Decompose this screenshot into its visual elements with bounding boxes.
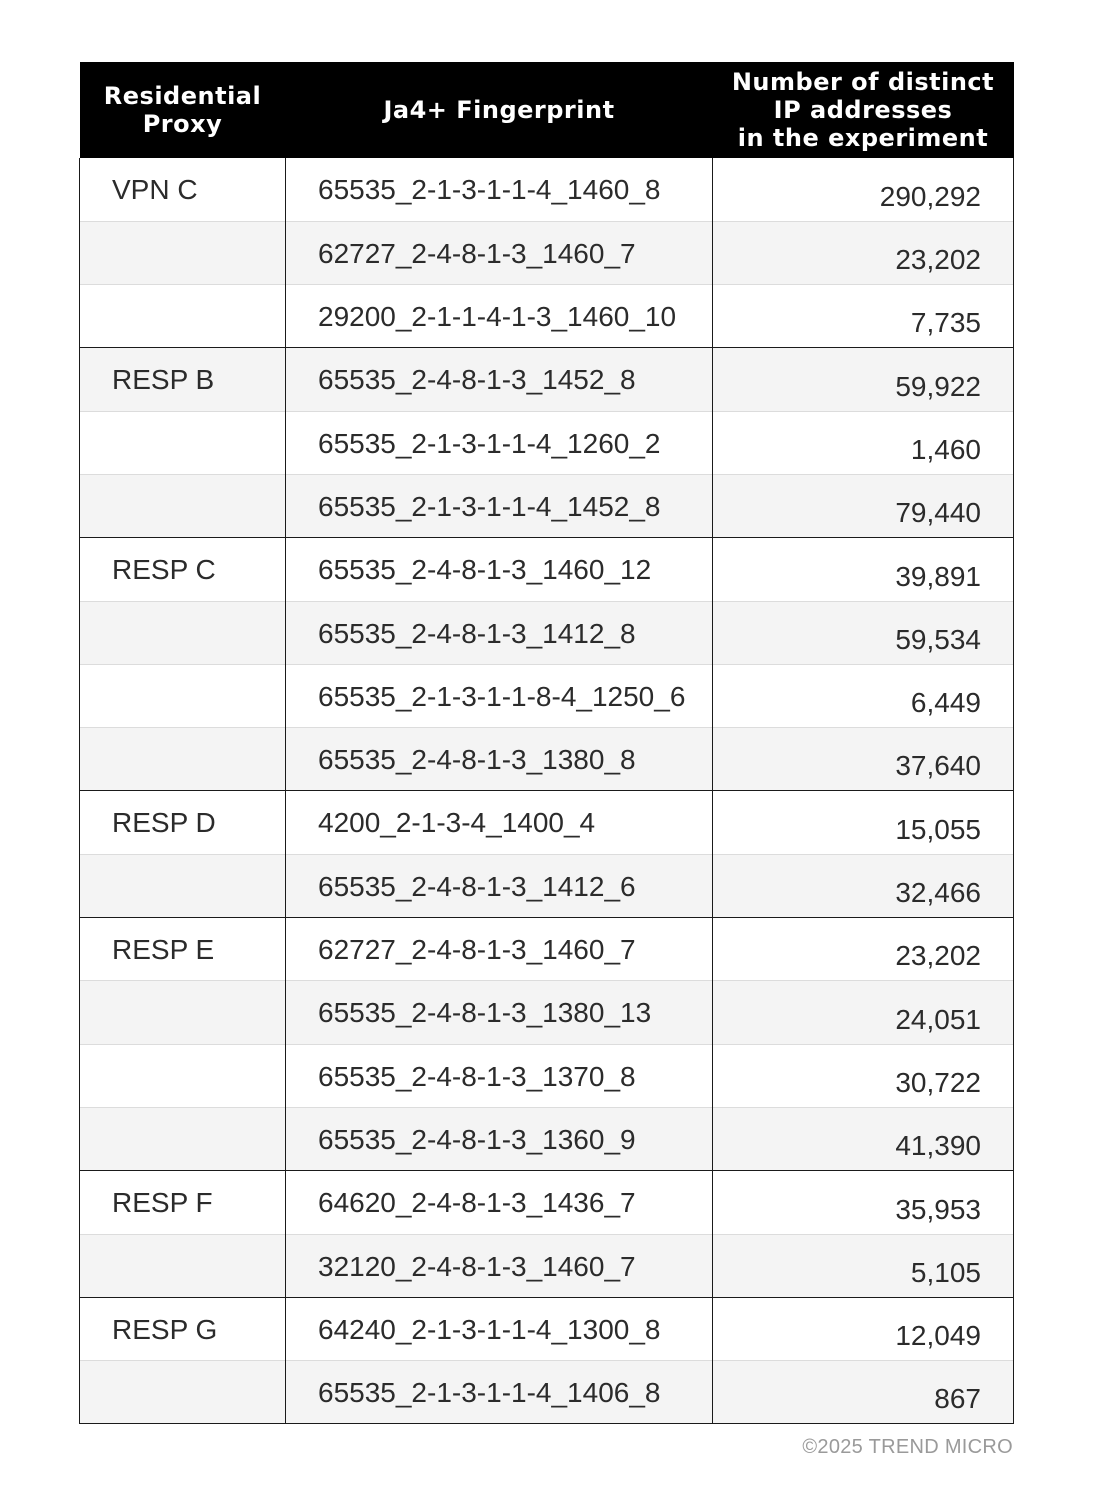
fingerprint-cell: 65535_2-4-8-1-3_1460_12 [286,538,713,601]
proxy-cell: RESP E [80,918,286,981]
proxy-cell [80,664,286,727]
fingerprint-cell: 29200_2-1-1-4-1-3_1460_10 [286,285,713,348]
table-row [80,664,1014,727]
fingerprint-cell: 65535_2-4-8-1-3_1412_6 [286,854,713,917]
fingerprint-cell: 62727_2-4-8-1-3_1460_7 [286,918,713,981]
proxy-cell [80,411,286,474]
fingerprint-cell: 65535_2-1-3-1-1-4_1460_8 [286,158,713,221]
fingerprint-cell: 65535_2-4-8-1-3_1360_9 [286,1107,713,1170]
ip-count-cell: 7,735 [713,285,1014,348]
table-row [80,285,1014,348]
table-row [80,1044,1014,1107]
proxy-cell [80,1234,286,1297]
table-row [80,728,1014,791]
copyright-notice: ©2025 TREND MICRO [802,1436,1013,1458]
fingerprint-cell: 32120_2-4-8-1-3_1460_7 [286,1234,713,1297]
fingerprint-cell: 65535_2-1-3-1-1-4_1260_2 [286,411,713,474]
ip-count-cell: 1,460 [713,411,1014,474]
ip-count-cell: 37,640 [713,728,1014,791]
proxy-cell [80,474,286,537]
proxy-cell: RESP C [80,538,286,601]
ip-count-cell: 35,953 [713,1171,1014,1234]
table-row [80,1297,1014,1360]
ip-count-cell: 59,534 [713,601,1014,664]
fingerprint-cell: 65535_2-4-8-1-3_1370_8 [286,1044,713,1107]
table-row [80,1234,1014,1297]
fingerprint-cell: 64620_2-4-8-1-3_1436_7 [286,1171,713,1234]
fingerprint-cell: 4200_2-1-3-4_1400_4 [286,791,713,854]
proxy-cell [80,601,286,664]
proxy-cell [80,981,286,1044]
table-row [80,1361,1014,1424]
ip-count-cell: 867 [713,1361,1014,1424]
ip-count-cell: 23,202 [713,221,1014,284]
header-distinct-ip-count: Number of distinct IP addresses in the experiment [713,62,1014,158]
ip-count-cell: 59,922 [713,348,1014,411]
table-row [80,791,1014,854]
table-row [80,981,1014,1044]
fingerprint-cell: 65535_2-4-8-1-3_1412_8 [286,601,713,664]
fingerprint-cell: 62727_2-4-8-1-3_1460_7 [286,221,713,284]
table-row [80,221,1014,284]
header-ja4-fingerprint: Ja4+ Fingerprint [286,62,713,158]
fingerprint-cell: 65535_2-1-3-1-1-4_1406_8 [286,1361,713,1424]
ip-count-cell: 6,449 [713,664,1014,727]
proxy-cell: RESP G [80,1297,286,1360]
ip-count-cell: 41,390 [713,1107,1014,1170]
proxy-cell [80,1044,286,1107]
table-row [80,1107,1014,1170]
table-row [80,1171,1014,1234]
fingerprint-cell: 65535_2-4-8-1-3_1380_8 [286,728,713,791]
fingerprint-table [79,62,1014,1424]
header-row [80,62,1014,158]
ip-count-cell: 23,202 [713,918,1014,981]
ip-count-cell: 290,292 [713,158,1014,221]
proxy-cell: RESP B [80,348,286,411]
table-header [80,62,1014,158]
table-row [80,158,1014,221]
table-body [80,158,1014,1424]
proxy-cell [80,221,286,284]
table-row [80,854,1014,917]
ip-count-cell: 5,105 [713,1234,1014,1297]
ip-count-cell: 12,049 [713,1297,1014,1360]
table-row [80,918,1014,981]
proxy-cell [80,1107,286,1170]
ip-count-cell: 15,055 [713,791,1014,854]
proxy-cell [80,285,286,348]
proxy-cell: RESP D [80,791,286,854]
proxy-cell: RESP F [80,1171,286,1234]
table-row [80,538,1014,601]
proxy-cell [80,1361,286,1424]
ip-count-cell: 39,891 [713,538,1014,601]
table-row [80,474,1014,537]
table-row [80,348,1014,411]
fingerprint-cell: 65535_2-4-8-1-3_1452_8 [286,348,713,411]
ip-count-cell: 32,466 [713,854,1014,917]
header-residential-proxy: Residential Proxy [80,62,286,158]
fingerprint-cell: 64240_2-1-3-1-1-4_1300_8 [286,1297,713,1360]
fingerprint-cell: 65535_2-4-8-1-3_1380_13 [286,981,713,1044]
ip-count-cell: 30,722 [713,1044,1014,1107]
fingerprint-cell: 65535_2-1-3-1-1-4_1452_8 [286,474,713,537]
ip-count-cell: 79,440 [713,474,1014,537]
fingerprint-table-container [79,62,1013,1424]
proxy-cell: VPN C [80,158,286,221]
ip-count-cell: 24,051 [713,981,1014,1044]
table-row [80,411,1014,474]
proxy-cell [80,854,286,917]
fingerprint-cell: 65535_2-1-3-1-1-8-4_1250_6 [286,664,713,727]
proxy-cell [80,728,286,791]
table-row [80,601,1014,664]
